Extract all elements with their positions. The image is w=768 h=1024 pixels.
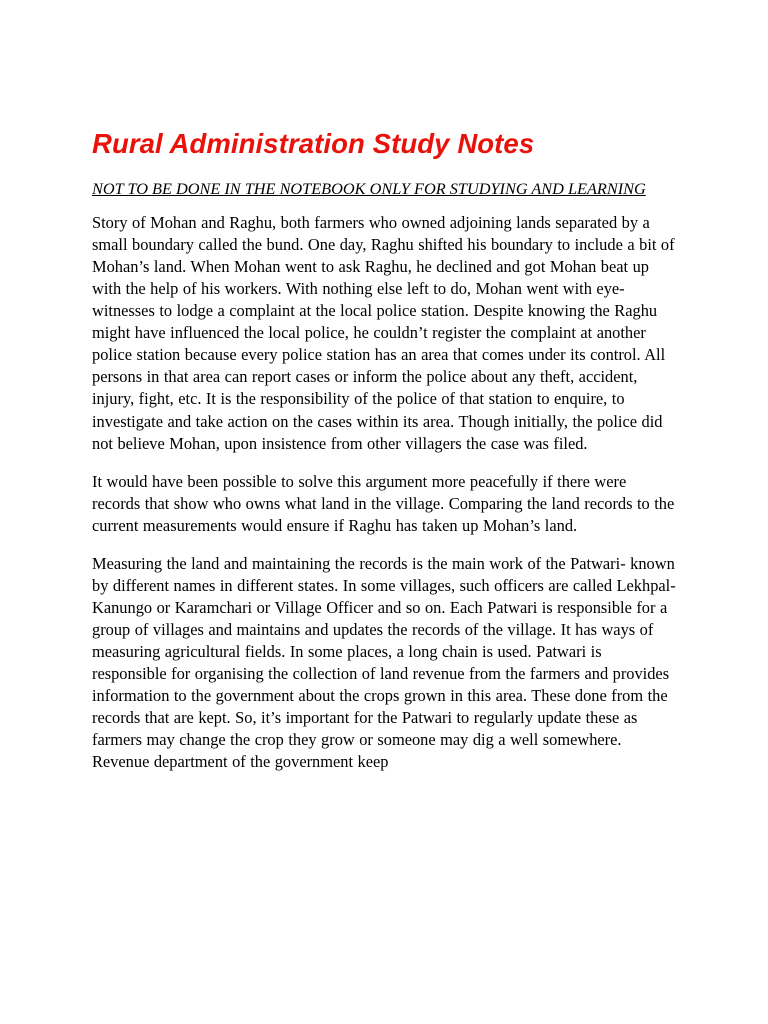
page-title: Rural Administration Study Notes — [92, 128, 535, 159]
body-paragraph-2: It would have been possible to solve this argument more peacefully if there were records that show who owns what land in the village. Comparing the land records to the current measurements would ensure if Raghu has taken up Mohan’s land. — [92, 471, 675, 535]
body-paragraph-3: Measuring the land and maintaining the records is the main work of the Patwari- known by different names in different states. In some villages, such officers are called Lekhpal-Kanungo or Karamchari or Village Officer and so on. Each Patwari is responsible for a group of villages and maintains and updates the records of the village. It has ways of measuring agricultural fields. In some places, a long chain is used. Patwari is responsible for organising the collection of land revenue from the farmers and provides information to the government about the crops grown in this area. These done from the records that are kept. So, it’s important for the Patwari to regularly update these as farmers may change the crop they grow or someone may dig a well somewhere. Revenue department of the government keep — [92, 553, 676, 772]
document-subtitle: NOT TO BE DONE IN THE NOTEBOOK ONLY FOR STUDYING AND LEARNING — [92, 179, 646, 199]
body-paragraph-1: Story of Mohan and Raghu, both farmers who owned adjoining lands separated by a small boundary called the bund. One day, Raghu shifted his boundary to include a bit of Mohan’s land. When Mohan went to ask Raghu, he declined and got Mohan beat up with the help of his workers. With nothing else left to do, Mohan went with eye-witnesses to lodge a complaint at the local police station. Despite knowing the Raghu might have influenced the local police, he couldn’t register the complaint at another police station because every police station has an area that comes under its control. All persons in that area can report cases or inform the police about any theft, accident, injury, fight, etc. It is the responsibility of the police of that station to enquire, to investigate and take action on the cases within its area. Though initially, the police did not believe Mohan, upon insistence from other villagers the case was filed. — [92, 212, 675, 453]
